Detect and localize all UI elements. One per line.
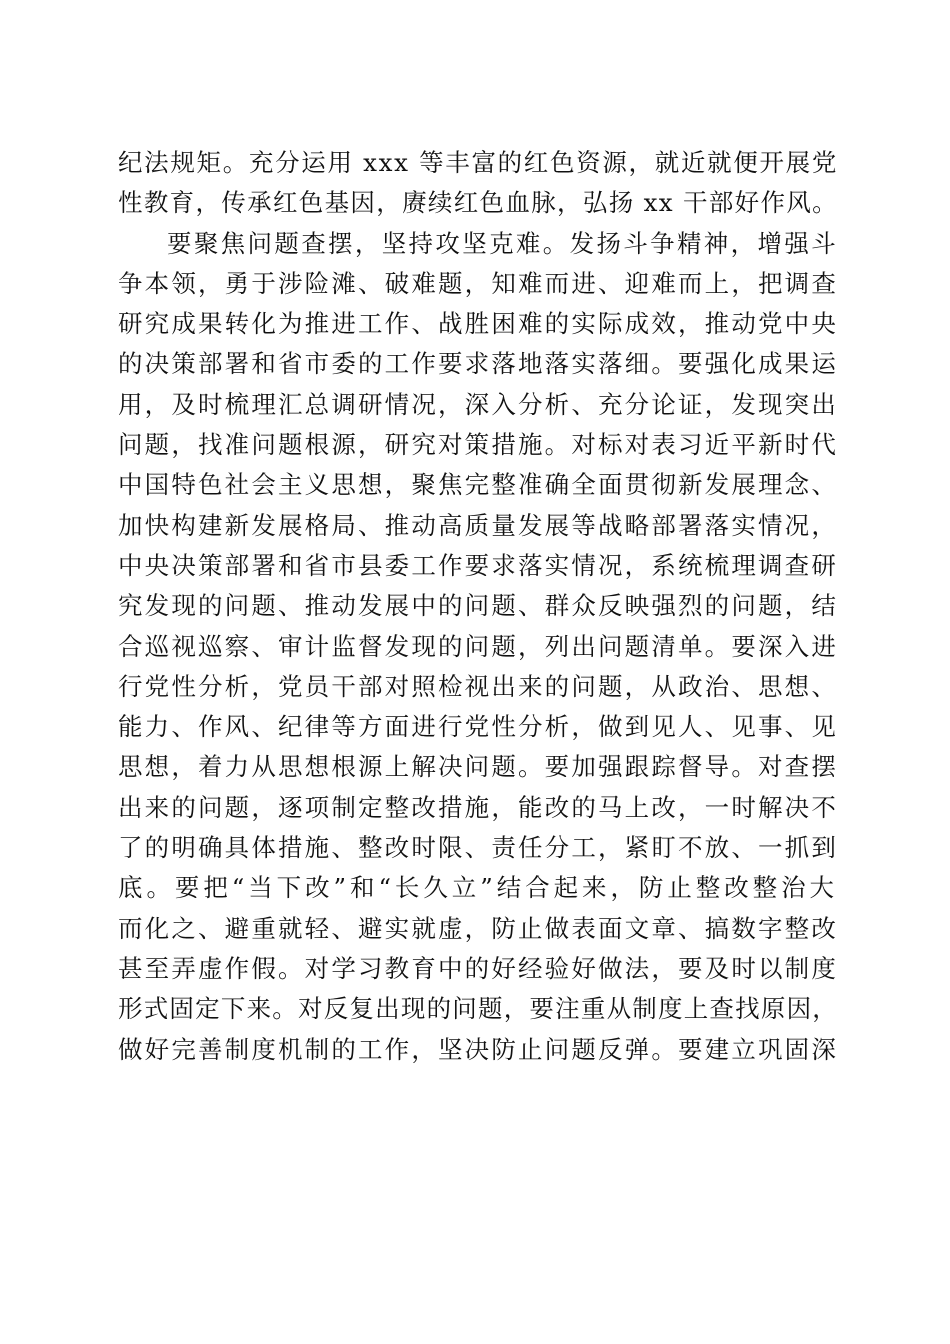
text-line <box>118 828 838 868</box>
line-text: 能力、作风、纪律等方面进行党性分析，做到见人、见事、见 <box>118 712 838 742</box>
line-text: 思想，着力从思想根源上解决问题。要加强跟踪督导。对查摆 <box>118 752 838 782</box>
text-line <box>118 385 838 425</box>
text-line <box>118 949 838 989</box>
line-text: 要聚焦问题查摆，坚持攻坚克难。发扬斗争精神，增强斗 <box>167 228 838 258</box>
text-line <box>118 304 838 344</box>
line-text: 行党性分析，党员干部对照检视出来的问题，从政治、思想、 <box>118 671 838 701</box>
text-line <box>118 667 838 707</box>
line-text: 究发现的问题、推动发展中的问题、群众反映强烈的问题，结 <box>118 591 838 621</box>
text-line <box>118 909 838 949</box>
line-text: 研究成果转化为推进工作、战胜困难的实际成效，推动党中央 <box>118 309 838 339</box>
line-text: 而化之、避重就轻、避实就虚，防止做表面文章、搞数字整改 <box>118 913 838 943</box>
text-line <box>118 1030 838 1070</box>
text-line <box>118 627 838 667</box>
line-text: 了的明确具体措施、整改时限、责任分工，紧盯不放、一抓到 <box>118 833 838 863</box>
line-text: 性教育，传承红色基因，赓续红色血脉，弘扬 xx 干部好作风。 <box>118 188 838 218</box>
text-line <box>118 586 838 626</box>
line-text: 形式固定下来。对反复出现的问题，要注重从制度上查找原因， <box>118 994 838 1024</box>
line-text: 中央决策部署和省市县委工作要求落实情况，系统梳理调查研 <box>118 550 838 580</box>
line-text: 出来的问题，逐项制定整改措施，能改的马上改，一时解决不 <box>118 792 838 822</box>
line-text: 甚至弄虚作假。对学习教育中的好经验好做法，要及时以制度 <box>118 953 838 983</box>
line-text: 做好完善制度机制的工作，坚决防止问题反弹。要建立巩固深 <box>118 1034 838 1064</box>
line-text: 底。要把“当下改”和“长久立”结合起来，防止整改整治大 <box>118 873 838 903</box>
line-text: 合巡视巡察、审计监督发现的问题，列出问题清单。要深入进 <box>118 631 838 661</box>
line-text: 的决策部署和省市委的工作要求落地落实落细。要强化成果运 <box>118 349 838 379</box>
text-line <box>118 868 838 908</box>
text-line <box>118 183 838 223</box>
body-text <box>118 143 838 1070</box>
text-line <box>118 747 838 787</box>
text-line <box>118 264 838 304</box>
text-line <box>118 344 838 384</box>
line-text: 中国特色社会主义思想，聚焦完整准确全面贯彻新发展理念、 <box>118 470 838 500</box>
line-text: 纪法规矩。充分运用 xxx 等丰富的红色资源，就近就便开展党 <box>118 148 838 177</box>
line-text: 用，及时梳理汇总调研情况，深入分析、充分论证，发现突出 <box>118 389 838 419</box>
text-line <box>118 506 838 546</box>
text-line <box>118 788 838 828</box>
text-line <box>118 546 838 586</box>
text-line <box>118 465 838 505</box>
text-line <box>118 707 838 747</box>
line-text: 加快构建新发展格局、推动高质量发展等战略部署落实情况， <box>118 510 838 540</box>
text-line <box>118 989 838 1029</box>
text-line <box>118 143 838 183</box>
paragraph-first-line <box>118 224 838 264</box>
text-line <box>118 425 838 465</box>
line-text: 问题，找准问题根源，研究对策措施。对标对表习近平新时代 <box>118 430 838 460</box>
line-text: 争本领，勇于涉险滩、破难题，知难而进、迎难而上，把调查 <box>118 268 838 298</box>
